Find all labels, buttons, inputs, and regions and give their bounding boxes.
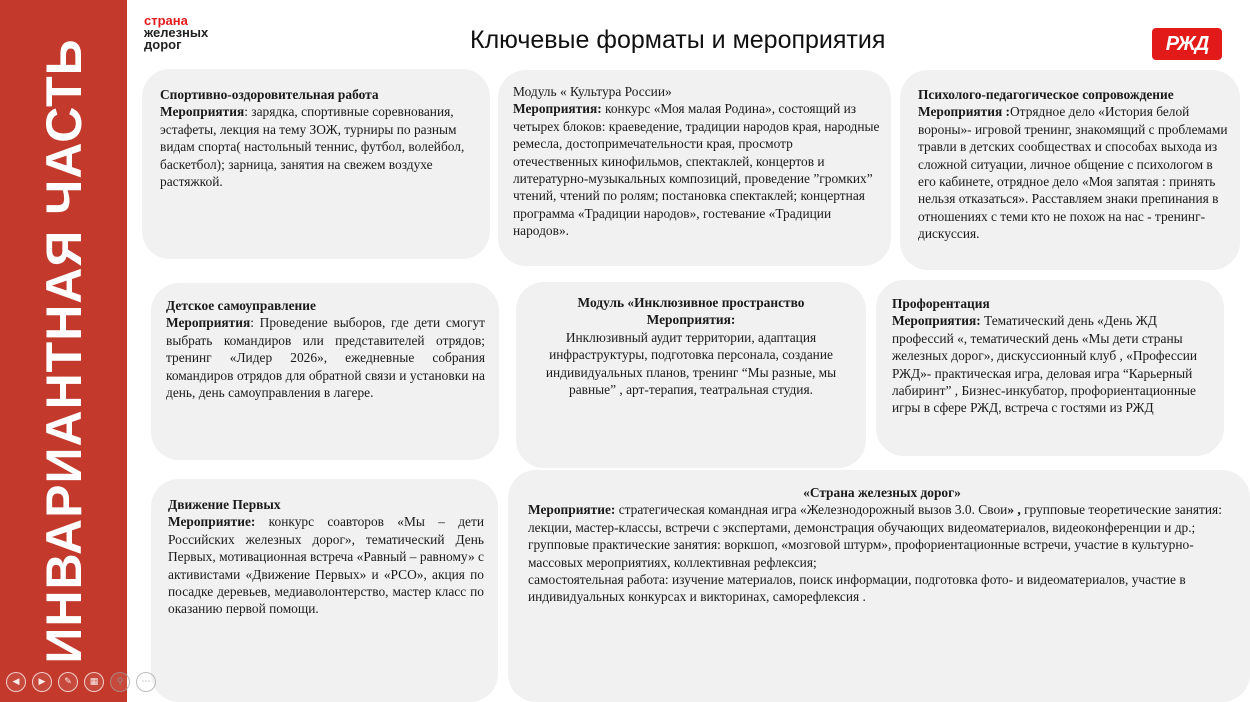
card-label: Мероприятия	[160, 104, 245, 120]
rzd-logo: РЖД	[1152, 28, 1222, 60]
brand-line-2: железных	[144, 25, 209, 40]
card-label: Мероприятия :	[918, 104, 1011, 120]
card-heading: Модуль « Культура России»	[513, 84, 672, 99]
viewer-controls	[6, 672, 156, 692]
card-movement	[151, 479, 498, 702]
card-text: групповые теоретические занятия: лекции, мастер-классы, встречи с экспертами, демонстрация обучающих видеоматериалов, видеоконференции и др.;	[528, 502, 1222, 535]
card-text: Отрядное дело «История белой вороны»- игровой тренинг, знакомящий с проблемами травли в детских сообществах и способах выхода из сложной ситуации, личное общение с психологом в его кабинете, отрядное дело «Моя запятая : принять нельзя отказаться». Расставляем знаки препинания в отношениях с теми кто не похож на нас - тренинг-дискуссия.	[918, 104, 1228, 242]
card-sport	[142, 69, 490, 259]
card-text-line: самостоятельная работа: изучение материалов, поиск информации, подготовка фото- и видеоматериалов, участие в индивидуальных конкурсах и викторинах, саморефлексия .	[528, 572, 1186, 605]
card-text: : Проведение выборов, где дети смогут выбрать командиров или представителей отрядов; тренинг «Лидер 2026», ежедневные собрания командиров отрядов для обратной связи и установки на день, день самоуправления в лагере.	[166, 315, 485, 401]
card-text: конкурс «Моя малая Родина», состоящий из четырех блоков: краеведение, традиции народов края, народные ремесла, достопримечательности края, просмотр отечественных кинофильмов, спектаклей, концертов и литературно-музыкальных композиций, проведение ”громких” чтений, чтений по ролям; постановка спектаклей; концертная программа «Традиции народов», гостевание «Традиции народов».	[513, 101, 880, 239]
arrow-left-circle-icon[interactable]: ◀	[6, 672, 26, 692]
card-label: Мероприятие:	[528, 502, 616, 518]
card-self-government	[151, 283, 499, 460]
card-psych	[900, 70, 1240, 270]
card-text: : зарядка, спортивные соревнования, эстафеты, лекция на тему ЗОЖ, турниры по разным видам спорта( настольный теннис, футбол, волейбол, баскетбол); зарница, занятия на свежем воздухе растяжкой.	[160, 104, 465, 190]
card-label: Мероприятия:	[892, 313, 981, 329]
sidebar-title: ИНВАРИАНТНАЯ ЧАСТЬ	[36, 38, 92, 664]
card-heading: Детское самоуправление	[166, 298, 316, 313]
card-label: Мероприятия:	[513, 101, 602, 117]
card-heading: Движение Первых	[168, 497, 281, 512]
arrow-right-circle-icon[interactable]: ▶	[32, 672, 52, 692]
card-text: Инклюзивный аудит территории, адаптация инфраструктуры, подготовка персонала, создание индивидуальных планов, тренинг “Мы разные, мы равные” , арт-терапия, театральная студия.	[545, 329, 837, 398]
card-heading: Психолого-педагогическое сопровождение	[918, 87, 1174, 102]
card-heading: Модуль «Инклюзивное пространство	[577, 295, 805, 310]
card-text: Тематический день «День ЖД профессий «, тематический день «Мы дети страны железных дорог», дискуссионный клуб , «Профессии РЖД»- практическая игра, деловая игра “Карьерный лабиринт” , Бизнес-инкубатор, профориентационные игры в сфере РЖД, встреча с гостями из РЖД	[892, 313, 1198, 416]
card-inclusive	[516, 282, 866, 468]
pen-icon[interactable]: ✎	[58, 672, 78, 692]
card-text: стратегическая командная игра «Железнодорожный вызов 3.0. Свои	[615, 502, 1008, 518]
brand-line-1: страна	[144, 13, 188, 28]
card-railways	[508, 470, 1250, 702]
card-text-bold: » ,	[1007, 502, 1021, 518]
zoom-icon[interactable]: ⚲	[110, 672, 130, 692]
card-label: Мероприятие:	[168, 514, 256, 530]
brand-wordmark	[144, 15, 208, 51]
card-text: конкурс соавторов «Мы – дети Российских железных дорог», тематический День Первых, мотивационная встреча «Равный – равному» с активистами «Движение Первых» и «РСО», акция по посадке деревьев, медиаволонтерство, мастер класс по оказанию первой помощи.	[168, 514, 484, 617]
card-heading: Профорентация	[892, 296, 990, 311]
slides-grid-icon[interactable]: ▦	[84, 672, 104, 692]
card-career	[876, 280, 1224, 456]
more-icon[interactable]: ⋯	[136, 672, 156, 692]
card-label: Мероприятия:	[646, 312, 736, 328]
page-title: Ключевые форматы и мероприятия	[470, 26, 886, 54]
card-text-line: групповые практические занятия: воркшоп, «мозговой штурм», профориентационные встречи, участие в культурно-массовых мероприятиях, коллективная рефлексия;	[528, 537, 1194, 570]
sidebar-band	[0, 0, 127, 702]
card-heading: Спортивно-оздоровительная работа	[160, 87, 379, 102]
card-label: Мероприятия	[166, 315, 251, 331]
brand-line-3: дорог	[144, 37, 182, 52]
card-culture	[498, 70, 891, 266]
card-heading: «Страна железных дорог»	[803, 485, 961, 500]
